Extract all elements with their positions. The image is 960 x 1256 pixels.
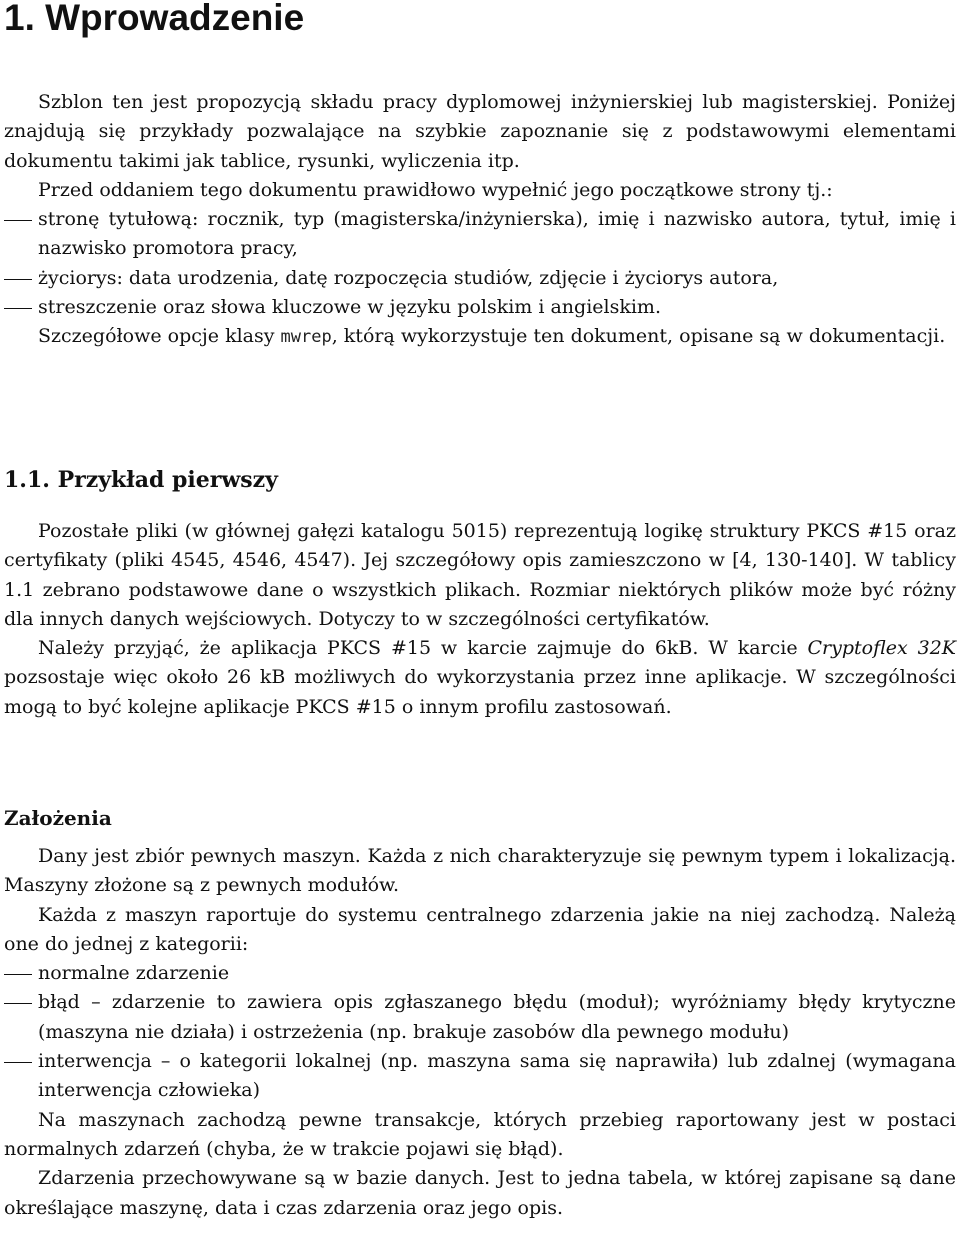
list-item: interwencja – o kategorii lokalnej (np. maszyna sama się naprawiła) lub zdalnej (wymagana interwencja człowieka) bbox=[4, 1047, 956, 1106]
intro-paragraph-1: Szblon ten jest propozycją składu pracy dyplomowej inżynierskiej lub magisterskiej. Poniżej znajdują się przykłady pozwalające na szybkie zapoznanie się z podstawowymi elementami dokumentu takimi jak tablice, rysunki, wyliczenia itp. bbox=[4, 91, 956, 172]
section-paragraph-1: Pozostałe pliki (w głównej gałęzi katalogu 5015) reprezentują logikę struktury PKCS #15 oraz certyfikaty (pliki 4545, 4546, 4547). Jej szczegółowy opis zamieszczono w [4, 130-140]. W tablicy 1.1 zebrano podstawowe dane o wszystkich plikach. Rozmiar niektórych plików może być różny dla innych danych wejściowych. Dotyczy to w szczególności certyfikatów. bbox=[4, 520, 956, 630]
list-item: streszczenie oraz słowa kluczowe w języku polskim i angielskim. bbox=[4, 293, 956, 322]
dash-bullet bbox=[4, 1003, 32, 1004]
subsection-heading: Założenia bbox=[4, 806, 112, 830]
dash-bullet bbox=[4, 308, 32, 309]
card-model: Cryptoflex 32K bbox=[807, 637, 956, 660]
subsection-paragraph-4: Zdarzenia przechowywane są w bazie danych. Jest to jedna tabela, w której zapisane są dane określające maszynę, data i czas zdarzenia oraz jego opis. bbox=[4, 1167, 956, 1219]
list-item: normalne zdarzenie bbox=[4, 959, 956, 988]
section-heading: 1.1. Przykład pierwszy bbox=[4, 467, 278, 493]
section-block bbox=[4, 517, 956, 722]
subsection-paragraph-3: Na maszynach zachodzą pewne transakcje, których przebieg raportowany jest w postaci normalnych zdarzeń (chyba, że w trakcie pojawi się błąd). bbox=[4, 1108, 956, 1160]
list-item: błąd – zdarzenie to zawiera opis zgłaszanego błędu (moduł); wyróżniamy błędy krytyczne (maszyna nie działa) i ostrzeżenia (np. brakuje zasobów dla pewnego modułu) bbox=[4, 988, 956, 1047]
subsection-paragraph-1: Dany jest zbiór pewnych maszyn. Każda z nich charakteryzuje się pewnym typem i lokalizacją. Maszyny złożone są z pewnych modułów. bbox=[4, 845, 956, 897]
list-item: stronę tytułową: rocznik, typ (magisterska/inżynierska), imię i nazwisko autora, tytuł, imię i nazwisko promotora pracy, bbox=[4, 205, 956, 264]
subsection-block bbox=[4, 842, 956, 1223]
subsection-paragraph-2: Każda z maszyn raportuje do systemu centralnego zdarzenia jakie na niej zachodzą. Należą one do jednej z kategorii: bbox=[4, 903, 956, 955]
dash-bullet bbox=[4, 279, 32, 280]
dash-bullet bbox=[4, 974, 32, 975]
intro-block bbox=[4, 88, 956, 353]
intro-paragraph-3: Szczegółowe opcje klasy mwrep, którą wykorzystuje ten dokument, opisane są w dokumentacji. bbox=[38, 325, 946, 348]
dash-bullet bbox=[4, 1062, 32, 1063]
dash-bullet bbox=[4, 220, 32, 221]
chapter-heading: 1. Wprowadzenie bbox=[4, 0, 305, 38]
intro-paragraph-2: Przed oddaniem tego dokumentu prawidłowo wypełnić jego początkowe strony tj.: bbox=[38, 178, 833, 201]
class-name-code: mwrep bbox=[280, 327, 332, 348]
section-paragraph-2: Należy przyjąć, że aplikacja PKCS #15 w karcie zajmuje do 6kB. W karcie Cryptoflex 32K pozsostaje więc około 26 kB możliwych do wykorzystania przez inne aplikacje. W szczególności mogą to być kolejne aplikacje PKCS #15 o innym profilu zastosowań. bbox=[4, 637, 956, 718]
list-item: życiorys: data urodzenia, datę rozpoczęcia studiów, zdjęcie i życiorys autora, bbox=[4, 264, 956, 293]
